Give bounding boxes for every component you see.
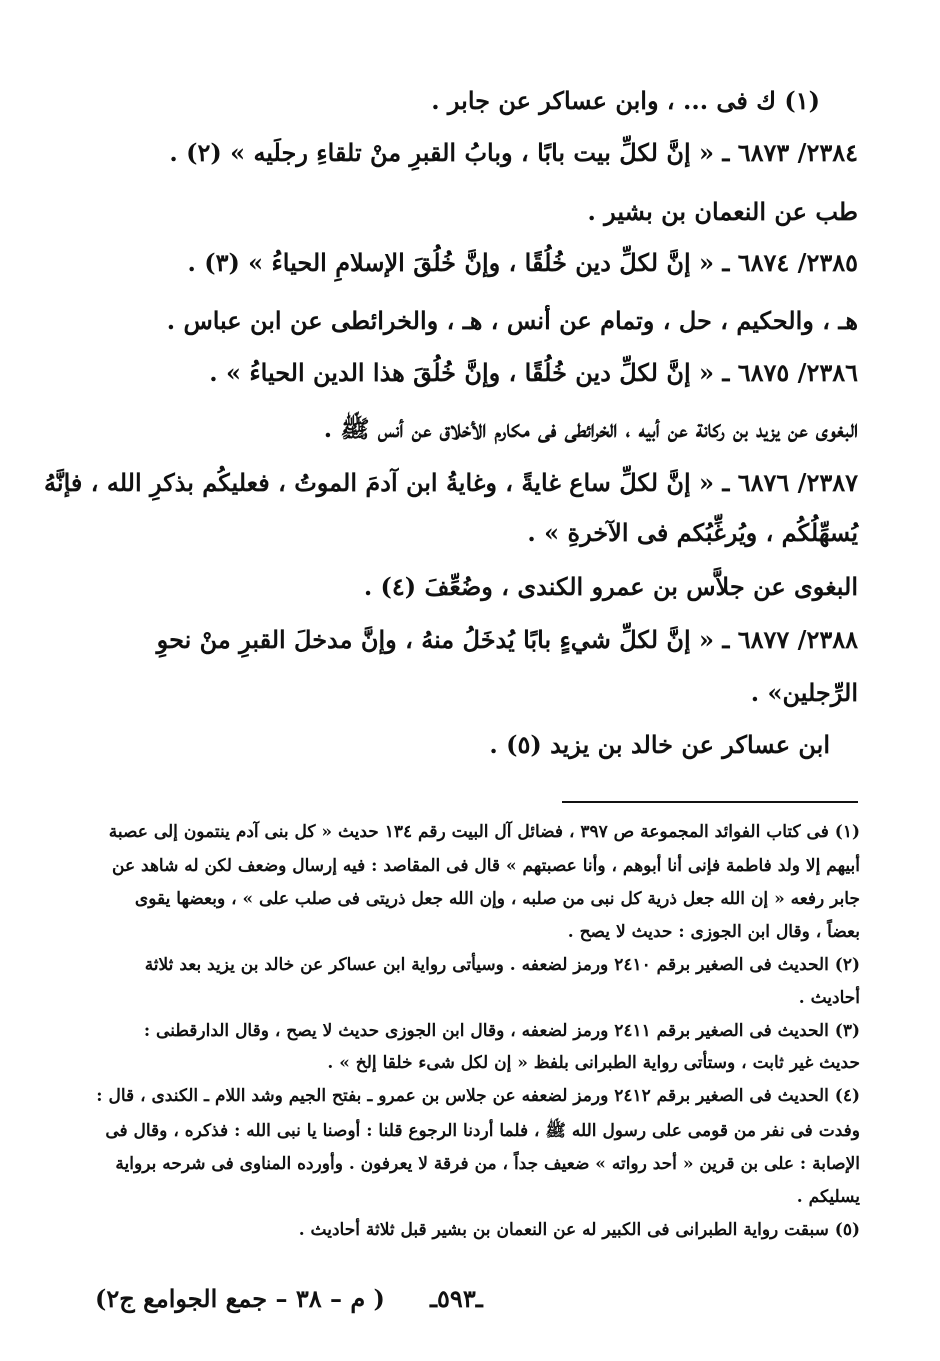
source-line: طب عن النعمان بن بشير . (587, 197, 858, 226)
source-line: هـ ، والحكيم ، حل ، وتمام عن أنس ، هـ ، والخرائطى عن ابن عباس . (166, 306, 858, 335)
footnote-line: (٣) الحديث فى الصغير برقم ٢٤١١ ورمز لضعفه ، وقال ابن الجوزى حديث لا يصح ، وقال الدارقطنى : (143, 1021, 860, 1041)
source-line: ابن عساكر عن خالد بن يزيد (٥) . (489, 730, 830, 759)
hadith-entry: ٢٣٨٦/ ٦٨٧٥ ـ « إنَّ لكلِّ دين خُلُقًا ، وإنَّ خُلُقَ هذا الدين الحياءُ » . (209, 358, 858, 387)
source-line: البغوى عن يزيد بن ركانة عن أبيه ، الخرائطى فى مكارم الأخلاق عن أنس ﷺ . (323, 414, 858, 443)
text-line: (١) ك فى ... ، وابن عساكر عن جابر . (431, 86, 820, 115)
hadith-continuation: الرِّجلين» . (750, 678, 858, 707)
hadith-entry: ٢٣٨٨/ ٦٨٧٧ ـ « إنَّ لكلِّ شيءٍ بابًا يُدخَلُ منهُ ، وإنَّ مدخلَ القبرِ منْ نحوِ (156, 625, 858, 654)
footnote-line: الإصابة : على بن قرين « أحد رواته » ضعيف جداً ، من فرقة لا يعرفون . وأورده المناوى فى شرحه برواية (115, 1154, 860, 1174)
footnote-line: (٥) سبقت رواية الطبرانى فى الكبير له عن النعمان بن بشير قبل ثلاثة أحاديث . (298, 1220, 860, 1240)
footnote-line: بعضاً ، وقال ابن الجوزى : حديث لا يصح . (567, 922, 860, 942)
footnote-line: (١) فى كتاب الفوائد المجموعة ص ٣٩٧ ، فضائل آل البيت رقم ١٣٤ حديث « كل بنى آدم ينتمون إلى عصبة (108, 822, 860, 842)
hadith-entry: ٢٣٨٥/ ٦٨٧٤ ـ « إنَّ لكلِّ دين خُلُقًا ، وإنَّ خُلُقَ الإسلامِ الحياءُ » (٣) . (187, 248, 858, 277)
footnote-line: (٢) الحديث فى الصغير برقم ٢٤١٠ ورمز لضعفه . وسيأتى رواية ابن عساكر عن خالد بن يزيد بعد ثلاثة (144, 955, 860, 975)
hadith-entry: ٢٣٨٤/ ٦٨٧٣ ـ « إنَّ لكلِّ بيت بابًا ، وبابُ القبرِ منْ تلقاءِ رجلَيه » (٢) . (169, 138, 858, 167)
hadith-continuation: يُسهِّلُكُم ، ويُرغِّبُكم فى الآخرةِ » . (527, 518, 858, 547)
footnote-divider (562, 801, 858, 803)
footnote-line: حديث غير ثابت ، وستأتى رواية الطبرانى بلفظ « إن لكل شىء خلقا إلخ » . (327, 1053, 860, 1073)
footnote-line: جابر رفعه « إن الله جعل ذرية كل نبى من صلبه ، وإن الله جعل ذريتى فى صلب على » ، وبعضها يقوى (134, 889, 860, 909)
book-signature: ( م – ٣٨ – جمع الجوامع ج٢) (95, 1284, 385, 1313)
footnote-line: أبيهم إلا ولد فاطمة فإنى أنا أبوهم ، وأنا عصبتهم » قال فى المقاصد : فيه إرسال وضعف لكن له شاهد عن (112, 856, 860, 876)
footnote-line: أحاديث . (798, 988, 860, 1008)
page-number: ـ٥٩٣ـ (430, 1284, 483, 1313)
source-line: البغوى عن جلاَّس بن عمرو الكندى ، وضُعِّفَ (٤) . (363, 572, 858, 601)
footnote-line: (٤) الحديث فى الصغير برقم ٢٤١٢ ورمز لضعفه عن جلاس بن عمرو ـ بفتح الجيم وشد اللام ـ الكندى ، قال : (96, 1086, 860, 1106)
hadith-entry: ٢٣٨٧/ ٦٨٧٦ ـ « إنَّ لكلِّ ساع غايةً ، وغايةُ ابن آدمَ الموتُ ، فعليكُم بذكرِ الله ، فإنَّهُ (44, 468, 858, 497)
footnote-line: وفدت فى نفر من قومى على رسول الله ﷺ ، فلما أردنا الرجوع قلنا : أوصنا يا نبى الله : فذكره ، وقال فى (105, 1121, 860, 1141)
footnote-line: يسليكم . (796, 1187, 860, 1207)
